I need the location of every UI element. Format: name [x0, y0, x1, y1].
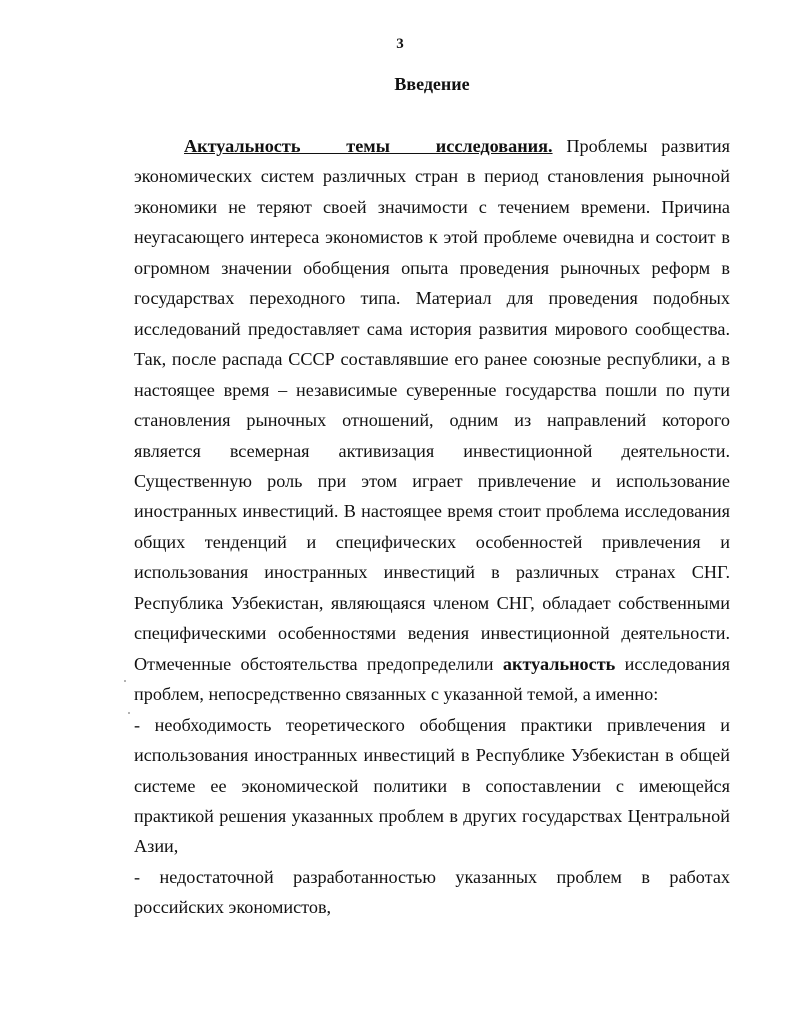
emphasis-text: актуальность — [502, 653, 616, 674]
list-item: - необходимость теоретического обобщения практики привлечения и использования иностранных инвестиций в Республике Узбекистан в общей системе ее экономической политики в сопоставлении с имеющейся практикой решения указанных проблем в других государствах Центральной Азии, — [134, 714, 730, 857]
list-item: - недостаточной разработанностью указанных проблем в работах российских экономистов, — [134, 866, 730, 918]
scan-speck — [124, 680, 126, 682]
intro-paragraph — [134, 131, 730, 710]
page-number: 3 — [396, 36, 404, 52]
document-body — [134, 131, 730, 923]
intro-text: Проблемы развития экономических систем различных стран в период становления рыночной экономики не теряют своей значимости с течением времени. Причина неугасающего интереса экономистов к этой проблеме очевидна и состоит в огромном значении обобщения опыта проведения рыночных реформ в государствах переходного типа. Материал для проведения подобных исследований предоставляет сама история развития мирового сообщества. Так, после распада СССР составлявшие его ранее союзные республики, а в настоящее время – независимые суверенные государства пошли по пути становления рыночных отношений, одним из направлений которого является всемерная активизация инвестиционной деятельности. Существенную роль при этом играет привлечение и использование иностранных инвестиций. В настоящее время стоит проблема исследования общих тенденций и специфических особенностей привлечения и использования иностранных инвестиций в различных странах СНГ. Республика Узбекистан, являющаяся членом СНГ, обладает собственными специфическими особенностями ведения инвестиционной деятельности. Отмеченные обстоятельства предопределили — [134, 136, 731, 674]
scan-speck — [128, 712, 130, 714]
page-title: Введение — [394, 74, 470, 94]
after-emphasis-text: исследования проблем, непосредственно связанных с указанной темой, а именно: — [134, 653, 730, 705]
section-heading: Актуальность темы исследования. — [184, 136, 553, 156]
